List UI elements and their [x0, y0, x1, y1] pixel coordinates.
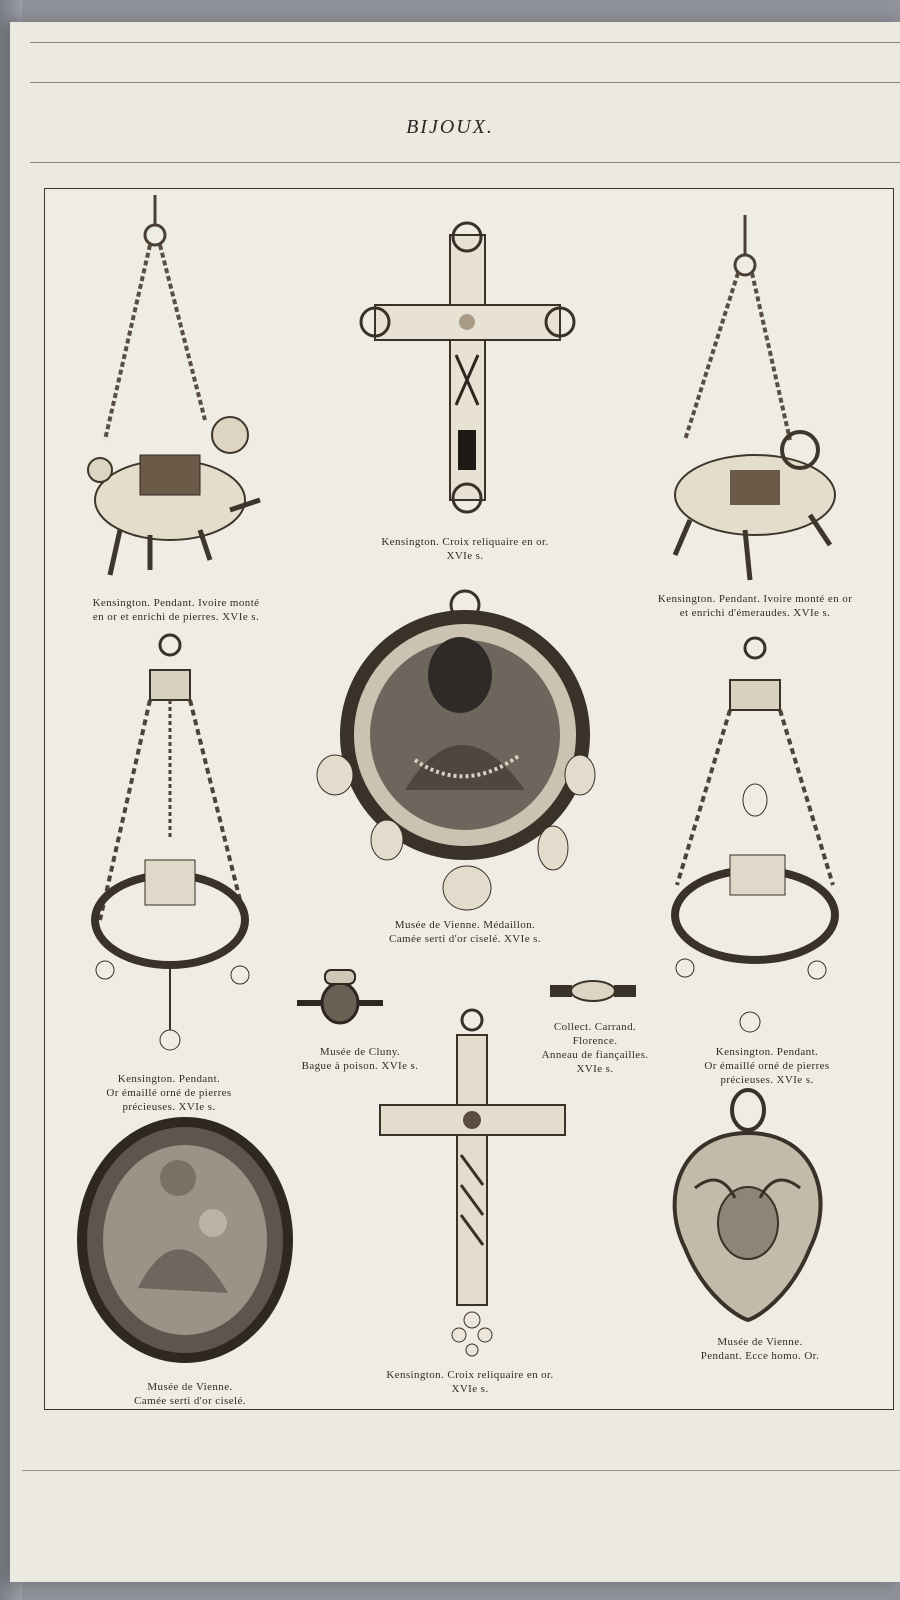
caption-pendant-ivory-1	[66, 596, 286, 624]
reliquary-cross-icon	[375, 1005, 570, 1360]
caption-pendant-enamel-2	[672, 1045, 862, 1087]
caption-line: Musée de Vienne.	[147, 1381, 233, 1393]
caption-line: Anneau de fiançailles.	[541, 1049, 649, 1061]
caption-line: Kensington. Croix reliquaire en or.	[381, 536, 549, 548]
header-rule	[30, 82, 900, 83]
cameo-medallion-icon	[315, 590, 595, 915]
caption-pendant-ivory-2	[640, 592, 870, 620]
caption-line: Collect. Carrand.	[553, 1021, 637, 1033]
caption-line: XVIe s.	[446, 550, 484, 562]
caption-line: Or émaillé orné de pierres	[106, 1087, 232, 1099]
header-rule	[30, 162, 900, 163]
caption-line: Kensington. Croix reliquaire en or.	[386, 1369, 554, 1381]
caption-line: Kensington. Pendant. Ivoire monté	[92, 597, 260, 609]
betrothal-ring-icon	[548, 975, 638, 1005]
caption-line: Camée serti d'or ciselé.	[134, 1395, 246, 1407]
caption-pendant-enamel-1	[84, 1072, 254, 1114]
header-rule	[30, 42, 900, 43]
caption-line: précieuses. XVIe s.	[122, 1101, 216, 1113]
pendant-ivory-ram-icon	[660, 215, 850, 585]
caption-line: en or et enrichi de pierres. XVIe s.	[92, 611, 260, 623]
pendant-enamel-icon	[85, 630, 260, 1060]
caption-line: précieuses. XVIe s.	[720, 1074, 814, 1086]
caption-line: Or émaillé orné de pierres	[704, 1060, 830, 1072]
page-title: BIJOUX.	[406, 116, 494, 138]
caption-line: Pendant. Ecce homo. Or.	[700, 1350, 820, 1362]
caption-line: Camée serti d'or ciselé. XVIe s.	[389, 933, 541, 945]
caption-line: Kensington. Pendant. Ivoire monté en or	[657, 593, 853, 605]
reliquary-cross-icon	[360, 215, 575, 515]
caption-cameo-vienne	[100, 1380, 280, 1408]
caption-line: XVIe s.	[451, 1383, 489, 1395]
caption-line: Kensington. Pendant.	[117, 1073, 221, 1085]
caption-line: Kensington. Pendant.	[715, 1046, 819, 1058]
caption-line: XVIe s.	[576, 1063, 614, 1075]
caption-cross-reliquary-2	[360, 1368, 580, 1396]
caption-cross-reliquary-1	[350, 535, 580, 563]
caption-line: Bague à poison. XVIe s.	[301, 1060, 419, 1072]
caption-medallion-vienne	[370, 918, 560, 946]
cameo-round-icon	[78, 1118, 293, 1363]
caption-line: Musée de Vienne. Médaillon.	[394, 919, 536, 931]
caption-line: Musée de Cluny.	[319, 1046, 401, 1058]
poison-ring-icon	[295, 965, 385, 1030]
caption-line: et enrichi d'émeraudes. XVIe s.	[679, 607, 831, 619]
caption-pendant-ecce-homo	[675, 1335, 845, 1363]
caption-line: Florence.	[572, 1035, 618, 1047]
pendant-enamel-icon	[665, 630, 845, 1040]
pendant-ivory-lion-icon	[80, 190, 270, 580]
ornate-pendant-icon	[660, 1088, 835, 1323]
caption-line: Musée de Vienne.	[717, 1336, 803, 1348]
footer-rule	[22, 1470, 900, 1471]
